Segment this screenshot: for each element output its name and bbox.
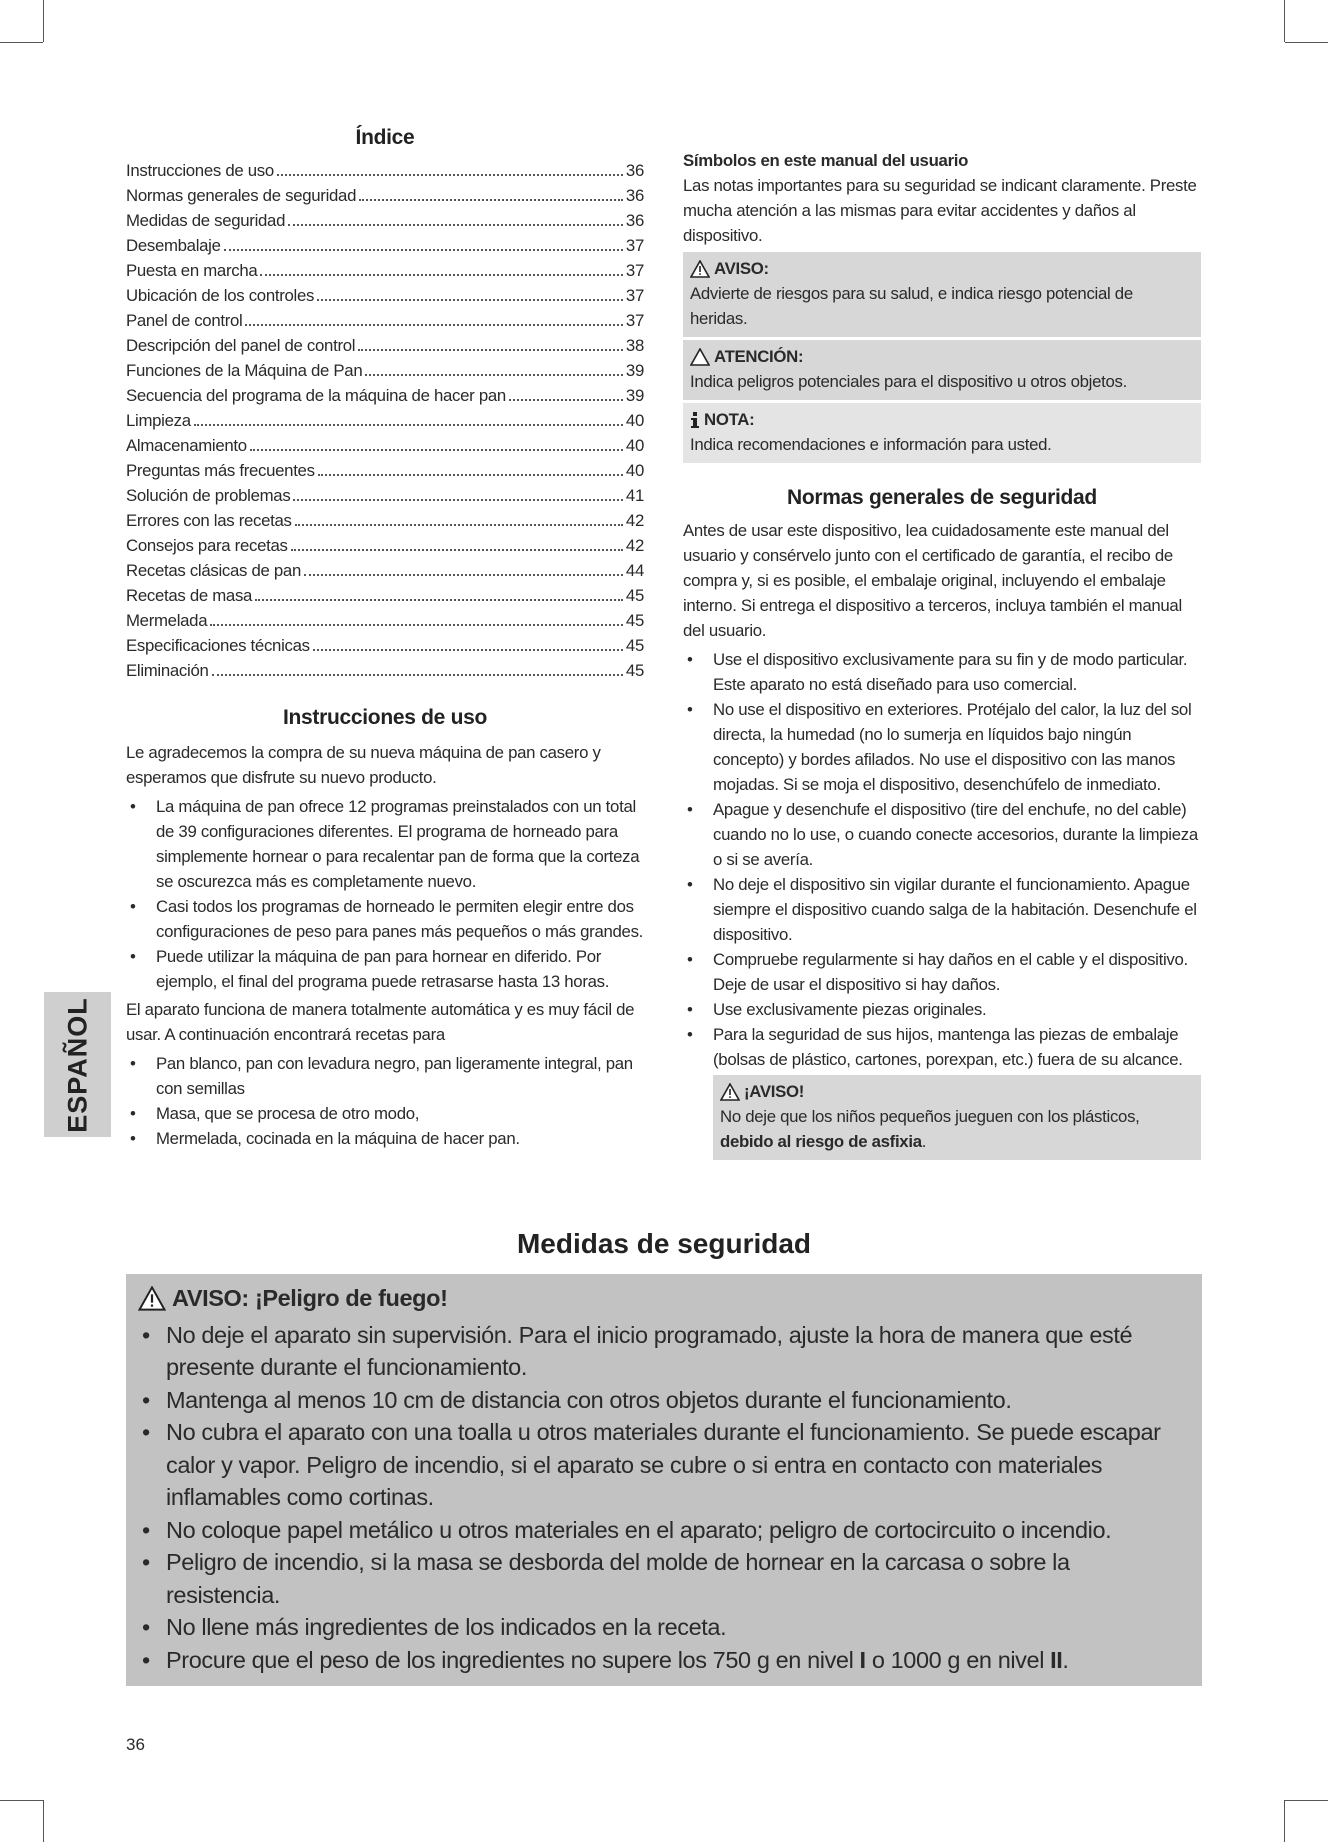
toc-leader-dots <box>224 249 623 251</box>
toc-entry-label: Instrucciones de uso <box>126 161 274 180</box>
aviso-children-note <box>713 1075 1201 1160</box>
toc-entry-page: 38 <box>625 336 644 355</box>
toc-title: Índice <box>355 126 415 149</box>
toc-leader-dots <box>313 649 623 651</box>
list-item: • Puede utilizar la máquina de pan para hornear en diferido. Por ejemplo, el final del programa puede retrasarse hasta 13 horas. <box>126 944 644 994</box>
fire-warning-title: AVISO: ¡Peligro de fuego! <box>172 1285 448 1311</box>
toc-entry-page: 37 <box>625 236 644 255</box>
toc-entry[interactable] <box>126 483 644 508</box>
toc-entry-page: 45 <box>625 586 644 605</box>
toc-entry-label: Errores con las recetas <box>126 511 292 530</box>
toc-entry[interactable] <box>126 408 644 433</box>
crop-mark <box>1284 1800 1285 1842</box>
list-item: • No coloque papel metálico u otros materiales en el aparato; peligro de cortocircuito o incendio. <box>138 1514 1188 1547</box>
crop-mark <box>1285 42 1328 43</box>
list-item: • Mermelada, cocinada en la máquina de hacer pan. <box>126 1126 644 1151</box>
list-item: • Mantenga al menos 10 cm de distancia con otros objetos durante el funcionamiento. <box>138 1384 1188 1417</box>
nota-note-title: NOTA: <box>704 410 755 429</box>
list-item: • No deje el aparato sin supervisión. Para el inicio programado, ajuste la hora de manera que esté presente durante el funcionamiento. <box>138 1319 1188 1384</box>
warning-icon <box>690 260 710 278</box>
toc-leader-dots <box>291 549 623 551</box>
atencion-note-title: ATENCIÓN: <box>714 347 804 366</box>
toc-entry-label: Especificaciones técnicas <box>126 636 310 655</box>
toc-entry-page: 42 <box>625 536 644 555</box>
recipes-bullets <box>126 1051 644 1151</box>
toc-leader-dots <box>260 274 623 276</box>
list-item: • No deje el dispositivo sin vigilar durante el funcionamiento. Apague siempre el dispositivo cuando salga de la habitación. Desenchufe el dispositivo. <box>683 872 1201 947</box>
nota-note-text: Indica recomendaciones e información para usted. <box>690 435 1052 454</box>
crop-mark <box>1285 1800 1328 1801</box>
warning-icon <box>720 1083 740 1101</box>
toc-entry-label: Eliminación <box>126 661 209 680</box>
toc-entry-page: 44 <box>625 561 644 580</box>
fire-warning-bullets <box>138 1319 1188 1644</box>
aviso-children-text: No deje que los niños pequeños jueguen con los plásticos, debido al riesgo de asfixia. <box>720 1107 1140 1151</box>
toc-entry[interactable] <box>126 558 644 583</box>
toc-entry[interactable] <box>126 358 644 383</box>
toc-entry-label: Mermelada <box>126 611 208 630</box>
toc-entry-page: 36 <box>625 186 644 205</box>
list-item: • Procure que el peso de los ingredientes no supere los 750 g en nivel I o 1000 g en nivel II. <box>138 1644 1188 1677</box>
toc-leader-dots <box>295 524 623 526</box>
medidas-title: Medidas de seguridad <box>516 1228 812 1259</box>
toc-entry[interactable] <box>126 183 644 208</box>
toc-leader-dots <box>255 599 623 601</box>
toc-entry-label: Consejos para recetas <box>126 536 288 555</box>
toc-entry[interactable] <box>126 583 644 608</box>
left-column <box>126 125 644 1151</box>
toc-entry-label: Limpieza <box>126 411 191 430</box>
toc-entry[interactable] <box>126 433 644 458</box>
toc-entry-page: 45 <box>625 661 644 680</box>
toc-entry[interactable] <box>126 658 644 683</box>
toc-entry[interactable] <box>126 383 644 408</box>
list-item: • No cubra el aparato con una toalla u otros materiales durante el funcionamiento. Se puede escapar calor y vapor. Peligro de incendio, si el aparato se cubre o si entra en contacto con materiales inflamables como cortinas. <box>138 1416 1188 1514</box>
crop-mark <box>0 42 43 43</box>
toc-leader-dots <box>194 424 623 426</box>
toc-entry-page: 37 <box>625 286 644 305</box>
toc-entry[interactable] <box>126 458 644 483</box>
aviso-note <box>683 252 1201 337</box>
toc-entry-page: 36 <box>625 161 644 180</box>
crop-mark <box>43 1800 44 1842</box>
aviso-note-text: Advierte de riesgos para su salud, e indica riesgo potencial de heridas. <box>690 284 1133 328</box>
toc-entry[interactable] <box>126 283 644 308</box>
list-item: • La máquina de pan ofrece 12 programas preinstalados con un total de 39 configuraciones diferentes. El programa de horneado para simplemente hornear o para recalentar pan de forma que la corteza se oscurezca más es completamente nuevo. <box>126 794 644 894</box>
simbolos-text: Las notas importantes para su seguridad se indicant claramente. Preste mucha atención a las mismas para evitar accidentes y daños al dispositivo. <box>683 176 1197 245</box>
toc-entry[interactable] <box>126 208 644 233</box>
list-item: • Pan blanco, pan con levadura negro, pan ligeramente integral, pan con semillas <box>126 1051 644 1101</box>
crop-mark <box>1284 0 1285 42</box>
instrucciones-title: Instrucciones de uso <box>282 706 488 729</box>
caution-icon <box>690 348 710 366</box>
toc-entry-label: Funciones de la Máquina de Pan <box>126 361 363 380</box>
page-number: 36 <box>126 1735 145 1754</box>
atencion-note <box>683 340 1201 400</box>
toc-entry[interactable] <box>126 633 644 658</box>
toc-entry-page: 39 <box>625 386 644 405</box>
toc-entry-page: 40 <box>625 411 644 430</box>
list-item: • Apague y desenchufe el dispositivo (tire del enchufe, no del cable) cuando no lo use, o cuando conecte accesorios, durante la limpieza o si se avería. <box>683 797 1201 872</box>
toc-list <box>126 158 644 683</box>
list-item: • Casi todos los programas de horneado le permiten elegir entre dos configuraciones de peso para panes más pequeños o más grandes. <box>126 894 644 944</box>
list-item: • Para la seguridad de sus hijos, mantenga las piezas de embalaje (bolsas de plástico, cartones, porexpan, etc.) fuera de su alcance. <box>683 1022 1201 1072</box>
toc-entry-page: 37 <box>625 261 644 280</box>
toc-entry-page: 41 <box>625 486 644 505</box>
toc-entry-page: 37 <box>625 311 644 330</box>
instrucciones-para2: El aparato funciona de manera totalmente automática y es muy fácil de usar. A continuación encontrará recetas para <box>126 1000 635 1044</box>
toc-entry-label: Almacenamiento <box>126 436 247 455</box>
toc-leader-dots <box>509 399 623 401</box>
toc-leader-dots <box>250 449 623 451</box>
warning-icon <box>138 1286 166 1311</box>
toc-entry-label: Recetas clásicas de pan <box>126 561 301 580</box>
list-item: • No llene más ingredientes de los indicados en la receta. <box>138 1611 1188 1644</box>
toc-entry-label: Descripción del panel de control <box>126 336 356 355</box>
toc-leader-dots <box>212 674 623 676</box>
toc-entry[interactable] <box>126 158 644 183</box>
list-item: • Masa, que se procesa de otro modo, <box>126 1101 644 1126</box>
right-column <box>683 148 1201 1160</box>
toc-leader-dots <box>210 624 623 626</box>
toc-entry-page: 40 <box>625 436 644 455</box>
toc-entry-label: Secuencia del programa de la máquina de hacer pan <box>126 386 506 405</box>
list-item: • Peligro de incendio, si la masa se desborda del molde de hornear en la carcasa o sobre la resistencia. <box>138 1546 1188 1611</box>
toc-entry-label: Recetas de masa <box>126 586 253 605</box>
toc-entry-label: Desembalaje <box>126 236 221 255</box>
toc-leader-dots <box>288 224 623 226</box>
toc-entry-page: 45 <box>625 636 644 655</box>
toc-entry[interactable] <box>126 608 644 633</box>
toc-entry-page: 42 <box>625 511 644 530</box>
fire-warning-box <box>126 1274 1202 1686</box>
toc-entry-label: Normas generales de seguridad <box>126 186 357 205</box>
toc-entry-label: Puesta en marcha <box>126 261 258 280</box>
fire-warning-last <box>138 1644 1188 1677</box>
list-item: • Use el dispositivo exclusivamente para su fin y de modo particular. Este aparato no está diseñado para uso comercial. <box>683 647 1201 697</box>
toc-leader-dots <box>293 499 623 501</box>
toc-leader-dots <box>245 324 622 326</box>
toc-entry-label: Panel de control <box>126 311 243 330</box>
normas-title: Normas generales de seguridad <box>787 486 1097 509</box>
crop-mark <box>43 0 44 42</box>
normas-intro: Antes de usar este dispositivo, lea cuidadosamente este manual del usuario y consérvelo junto con el certificado de garantía, el recibo de compra y, si es posible, el embalaje original, incluyendo el embalaje interno. Si entrega el dispositivo a terceros, incluya también el manual del usuario. <box>683 521 1182 640</box>
toc-entry-label: Medidas de seguridad <box>126 211 286 230</box>
toc-leader-dots <box>277 174 623 176</box>
toc-entry-label: Ubicación de los controles <box>126 286 315 305</box>
instrucciones-intro: Le agradecemos la compra de su nueva máquina de pan casero y esperamos que disfrute su nuevo producto. <box>126 743 601 787</box>
toc-leader-dots <box>318 474 623 476</box>
list-item: • Use exclusivamente piezas originales. <box>683 997 1201 1022</box>
info-icon <box>690 411 700 429</box>
aviso-children-title: ¡AVISO! <box>744 1082 805 1101</box>
toc-leader-dots <box>358 349 623 351</box>
normas-bullets <box>683 647 1201 1072</box>
toc-leader-dots <box>317 299 623 301</box>
toc-entry-label: Solución de problemas <box>126 486 291 505</box>
nota-note <box>683 403 1201 463</box>
toc-entry[interactable] <box>126 333 644 358</box>
aviso-note-title: AVISO: <box>714 259 769 278</box>
toc-entry[interactable] <box>126 233 644 258</box>
toc-entry-page: 45 <box>625 611 644 630</box>
list-item: • No use el dispositivo en exteriores. Protéjalo del calor, la luz del sol directa, la humedad (no lo sumerja en líquidos bajo ningún concepto) y bordes afilados. No use el dispositivo con las manos mojadas. Si se moja el dispositivo, desenchúfelo de inmediato. <box>683 697 1201 797</box>
toc-leader-dots <box>359 199 623 201</box>
list-item: • Compruebe regularmente si hay daños en el cable y el dispositivo. Deje de usar el dispositivo si hay daños. <box>683 947 1201 997</box>
simbolos-title: Símbolos en este manual del usuario <box>683 151 969 170</box>
toc-entry-label: Preguntas más frecuentes <box>126 461 315 480</box>
instrucciones-bullets <box>126 794 644 994</box>
toc-entry[interactable] <box>126 258 644 283</box>
language-tab-label: ESPAÑOL <box>62 996 92 1133</box>
toc-leader-dots <box>304 574 623 576</box>
toc-entry[interactable] <box>126 308 644 333</box>
toc-entry-page: 40 <box>625 461 644 480</box>
atencion-note-text: Indica peligros potenciales para el dispositivo u otros objetos. <box>690 372 1127 391</box>
toc-entry-page: 36 <box>625 211 644 230</box>
crop-mark <box>0 1800 43 1801</box>
toc-leader-dots <box>365 374 623 376</box>
toc-entry-page: 39 <box>625 361 644 380</box>
toc-entry[interactable] <box>126 533 644 558</box>
toc-entry[interactable] <box>126 508 644 533</box>
language-tab <box>44 992 111 1137</box>
